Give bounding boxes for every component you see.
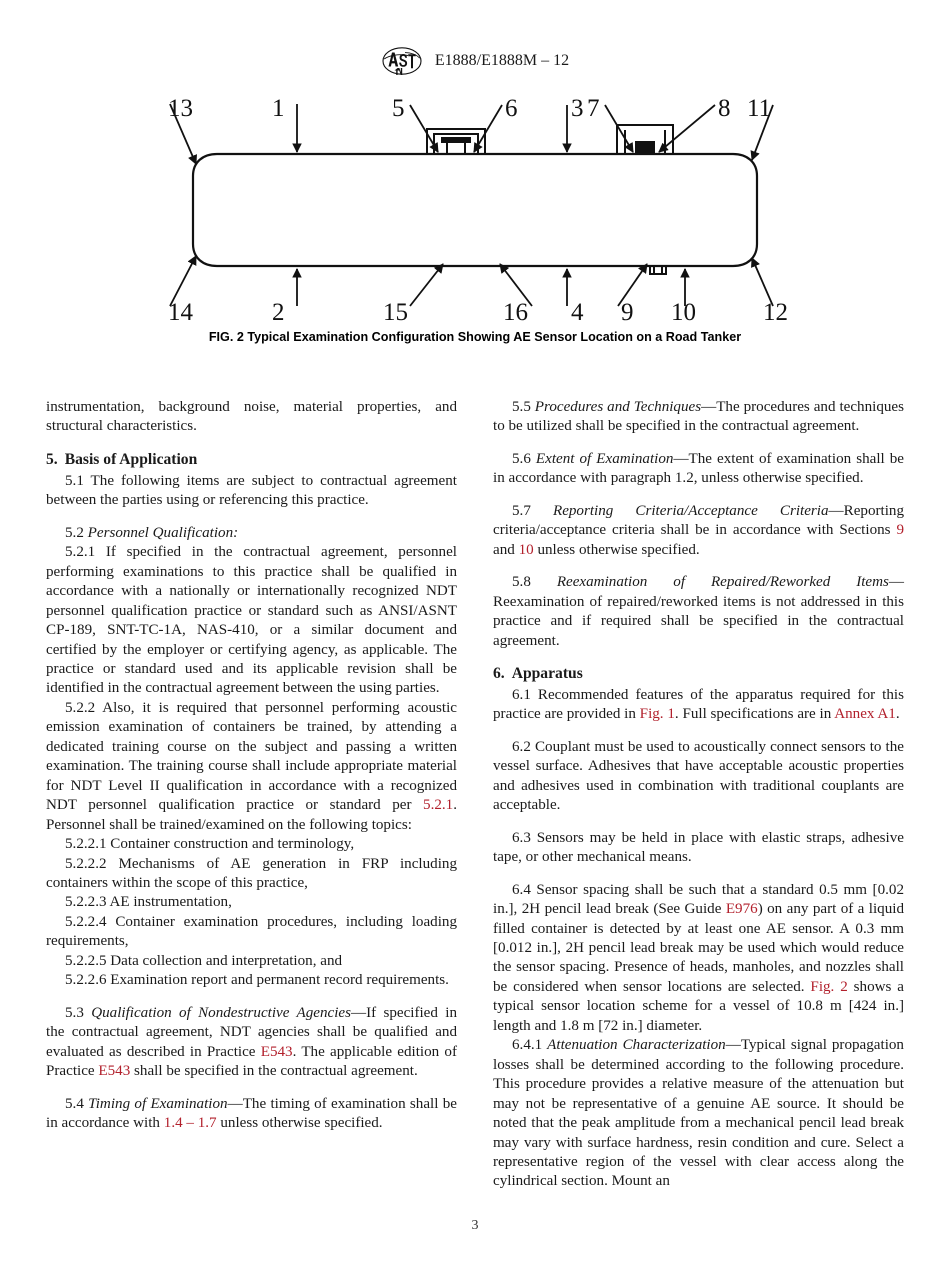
left-column (46, 398, 457, 1192)
figure-label-3: 3 (571, 95, 584, 122)
link-section-10[interactable]: 10 (518, 541, 534, 558)
figure-label-11: 11 (747, 95, 772, 122)
paragraph-6-4-text-a: 6.4 Sensor spacing shall be such that a standard 0.5 mm [0.02 in.], 2H pencil lead break (See Guide (493, 881, 904, 918)
road-tanker-diagram (155, 92, 795, 324)
paragraph-5-8: 5.8 Reexamination of Repaired/Reworked Items—Reexamination of repaired/reworked items is not addressed in this practice and if required shall be specified in the contractual agreement. (493, 574, 904, 649)
heading-6-title: Apparatus (511, 664, 583, 682)
paragraph-5-8-number: 5.8 (512, 574, 531, 591)
paragraph-5-3-text-c: shall be specified in the contractual agreement. (130, 1063, 418, 1080)
paragraph-5-3-number: 5.3 (65, 1004, 84, 1021)
paragraph-6-4-text-c: shows a typical sensor location scheme for a vessel of 10.8 m [424 in.] length and 1.8 m [72 in.] diameter. (493, 978, 905, 1034)
link-section-9[interactable]: 9 (896, 522, 904, 539)
figure-label-2: 2 (272, 299, 285, 324)
paragraph-6-4 (493, 881, 904, 1037)
paragraph-5-5: 5.5 Procedures and Techniques—The procedures and techniques to be utilized shall be specified in the contractual agreement. (493, 399, 904, 435)
figure-label-6: 6 (505, 95, 518, 122)
paragraph-5-3-title: Qualification of Nondestructive Agencies (91, 1004, 351, 1021)
heading-6-number: 6. (493, 664, 505, 682)
paragraph-5-8-body: Reexamination of repaired/reworked items is not addressed in this practice and if required shall be specified in the contractual agreement. (493, 593, 904, 649)
paragraph-6-3: 6.3 Sensors may be held in place with elastic straps, adhesive tape, or other mechanical means. (493, 829, 904, 866)
heading-5-number: 5. (46, 450, 58, 468)
paragraph-6-4-1-title: Attenuation Characterization (547, 1037, 726, 1054)
page-number: 3 (471, 1218, 479, 1233)
paragraph-5-2-2 (46, 699, 457, 835)
paragraph-5-3-text-a: If specified in the contractual agreement, NDT agencies shall be qualified and evaluated as described in Practice (46, 1004, 457, 1060)
paragraph-6-4-1-number: 6.4.1 (512, 1037, 543, 1054)
paragraph-6-4-text-b: ) on any part of a liquid filled container is detected by at least one AE sensor. A 0.3 mm [0.012 in.], 2H pencil lead break may be used which would reduce the sensor spacing. Presence of heads, manholes, and nozzles shall be considered when sensor locations are selected. (493, 901, 904, 995)
figure-top-labels (168, 95, 771, 122)
heading-6-apparatus (493, 664, 904, 684)
paragraph-instrumentation: instrumentation, background noise, material properties, and structural characteristics. (46, 399, 457, 435)
figure-label-12: 12 (763, 299, 788, 324)
standard-designation: E1888/E1888M – 12 (434, 52, 570, 69)
body-columns (46, 398, 904, 1192)
paragraph-5-4-text-a: The timing of examination shall be in accordance with (46, 1095, 457, 1131)
figure-label-1: 1 (272, 95, 285, 122)
paragraph-5-7-title: Reporting Criteria/Acceptance Criteria (552, 502, 829, 519)
paragraph-5-2-2-3: 5.2.2.3 AE instrumentation, (65, 894, 232, 911)
figure-caption: FIG. 2 Typical Examination Configuration Showing AE Sensor Location on a Road Tanker (208, 330, 742, 344)
link-fig-1[interactable]: Fig. 1 (639, 706, 675, 723)
figure-label-9: 9 (621, 299, 634, 324)
paragraph-5-6: 5.6 Extent of Examination—The extent of examination shall be in accordance with paragraph 1.2, unless otherwise specified. (493, 450, 904, 487)
paragraph-5-2-1: 5.2.1 If specified in the contractual agreement, personnel performing examinations to this practice shall be qualified in accordance with a nationally or internationally recognized NDT personnel qualification practice or standard such as ANSI/ASNT CP-189, SNT-TC-1A, NAS-410, or a similar document and certified by the employer or certifying agency, as applicable. The practice or standard used and its applicable revision shall be identified in the contractual agreement between the using parties. (46, 544, 457, 697)
figure-label-8: 8 (718, 95, 731, 122)
paragraph-5-7-text-a: Reporting criteria/acceptance criteria shall be in accordance with Sections (493, 502, 904, 539)
paragraph-5-5-title: Procedures and Techniques (534, 399, 702, 415)
figure-label-4: 4 (571, 299, 584, 324)
paragraph-5-2-number: 5.2 (65, 524, 84, 541)
link-e543-first[interactable]: E543 (260, 1043, 293, 1060)
paragraph-5-6-body: The extent of examination shall be in accordance with paragraph 1.2, unless otherwise specified. (493, 450, 904, 487)
figure-2-block (0, 92, 950, 344)
paragraph-5-2-2-text-a: 5.2.2 Also, it is required that personnel performing acoustic emission examination of containers be trained, by attending a dedicated training course on the subject and passing a written examination. The training course shall include appropriate material for NDT Level II qualification in accordance with a recognized NDT personnel qualification practice or standard per (46, 699, 457, 814)
figure-label-16: 16 (503, 299, 528, 324)
figure-label-7: 7 (587, 95, 600, 122)
link-5-2-1[interactable]: 5.2.1 (423, 797, 454, 814)
link-1-4-to-1-7[interactable]: 1.4 – 1.7 (163, 1114, 217, 1131)
paragraph-5-4-number: 5.4 (65, 1095, 84, 1112)
paragraph-6-1-text-b: . Full specifications are in (674, 706, 835, 723)
paragraph-5-7-text-b: unless otherwise specified. (533, 541, 700, 558)
paragraph-5-7: 5.7 Reporting Criteria/Acceptance Criteria—Reporting criteria/acceptance criteria shall be in accordance with Sections 9 and 10 unless otherwise specified. (493, 502, 904, 558)
paragraph-5-3-text-b: . The applicable edition of Practice (46, 1043, 457, 1080)
link-annex-a1[interactable]: Annex A1 (834, 706, 896, 723)
paragraph-6-1 (493, 686, 904, 725)
paragraph-5-2-2-text-b: . Personnel shall be trained/examined on the following topics: (46, 797, 457, 833)
paragraph-5-2-2-5: 5.2.2.5 Data collection and interpretation, and (65, 952, 343, 969)
paragraph-5-3: 5.3 Qualification of Nondestructive Agencies—If specified in the contractual agreement, NDT agencies shall be qualified and evaluated as described in Practice E543. The applicable edition of Practice E543 shall be specified in the contractual agreement. (46, 1004, 457, 1080)
paragraph-5-6-number: 5.6 (512, 450, 531, 467)
paragraph-5-5-body: The procedures and techniques to be utilized shall be specified in the contractual agreement. (493, 399, 904, 435)
link-e543-second[interactable]: E543 (98, 1063, 131, 1080)
paragraph-5-2-2-1: 5.2.2.1 Container construction and terminology, (65, 836, 355, 853)
paragraph-5-2-2-4: 5.2.2.4 Container examination procedures, including loading requirements, (46, 913, 457, 950)
figure-label-5: 5 (392, 95, 405, 122)
figure-label-10: 10 (671, 299, 696, 324)
astm-logo-icon (381, 46, 425, 76)
paragraph-5-7-number: 5.7 (512, 502, 531, 519)
paragraph-5-2-2-2: 5.2.2.2 Mechanisms of AE generation in FRP including containers within the scope of this practice, (46, 855, 457, 891)
paragraph-5-4-text-b: unless otherwise specified. (216, 1114, 383, 1131)
paragraph-6-2: 6.2 Couplant must be used to acoustically connect sensors to the vessel surface. Adhesives that have acceptable acoustic properties and adhesives used in combination with traditional couplants are acceptable. (493, 738, 904, 814)
paragraph-5-2 (46, 524, 457, 543)
paragraph-6-4-1: 6.4.1 Attenuation Characterization—Typical signal propagation losses shall be determined according to the following procedure. This procedure provides a relative measure of the attenuation but may not be representative of a genuine AE source. It should be noted that the peak amplitude from a mechanical pencil lead break may vary with surface hardness, resin condition and cure. Select a representative region of the vessel with clear access along the cylindrical section. Mount an (493, 1037, 904, 1190)
paragraph-5-5-number: 5.5 (512, 399, 531, 415)
figure-bottom-labels (168, 299, 788, 324)
right-column (493, 398, 904, 1192)
paragraph-6-4-1-body: Typical signal propagation losses shall be determined according to the following procedure. This procedure provides a relative measure of the attenuation but may not be representative of a genuine AE source. It should be noted that the peak amplitude from a mechanical pencil lead break may vary with surface hardness, resin condition and cure. Select a representative region of the vessel with clear access along the cylindrical section. Mount an (493, 1037, 904, 1190)
heading-5-title: Basis of Application (64, 450, 198, 468)
figure-label-15: 15 (383, 299, 408, 324)
paragraph-5-1: 5.1 The following items are subject to contractual agreement between the parties using or referencing this practice. (46, 472, 457, 509)
paragraph-5-2-title: Personnel Qualification: (87, 524, 239, 541)
paragraph-5-2-2-6: 5.2.2.6 Examination report and permanent record requirements. (65, 972, 449, 989)
paragraph-5-4: 5.4 Timing of Examination—The timing of examination shall be in accordance with 1.4 – 1.7 unless otherwise specified. (46, 1095, 457, 1131)
paragraph-6-1-text-a: 6.1 Recommended features of the apparatus required for this practice are provided in (493, 686, 904, 723)
paragraph-6-1-text-c: . (895, 706, 900, 723)
paragraph-5-4-title: Timing of Examination (88, 1095, 228, 1112)
paragraph-5-8-title: Reexamination of Repaired/Reworked Items (556, 574, 889, 591)
link-fig-2[interactable]: Fig. 2 (810, 978, 848, 995)
heading-5-basis-of-application (46, 450, 457, 470)
page-header (0, 46, 950, 76)
figure-label-14: 14 (168, 299, 193, 324)
link-e976[interactable]: E976 (725, 901, 758, 918)
figure-label-13: 13 (168, 95, 193, 122)
paragraph-5-7-text-mid: and (493, 541, 519, 558)
paragraph-5-6-title: Extent of Examination (535, 450, 674, 467)
